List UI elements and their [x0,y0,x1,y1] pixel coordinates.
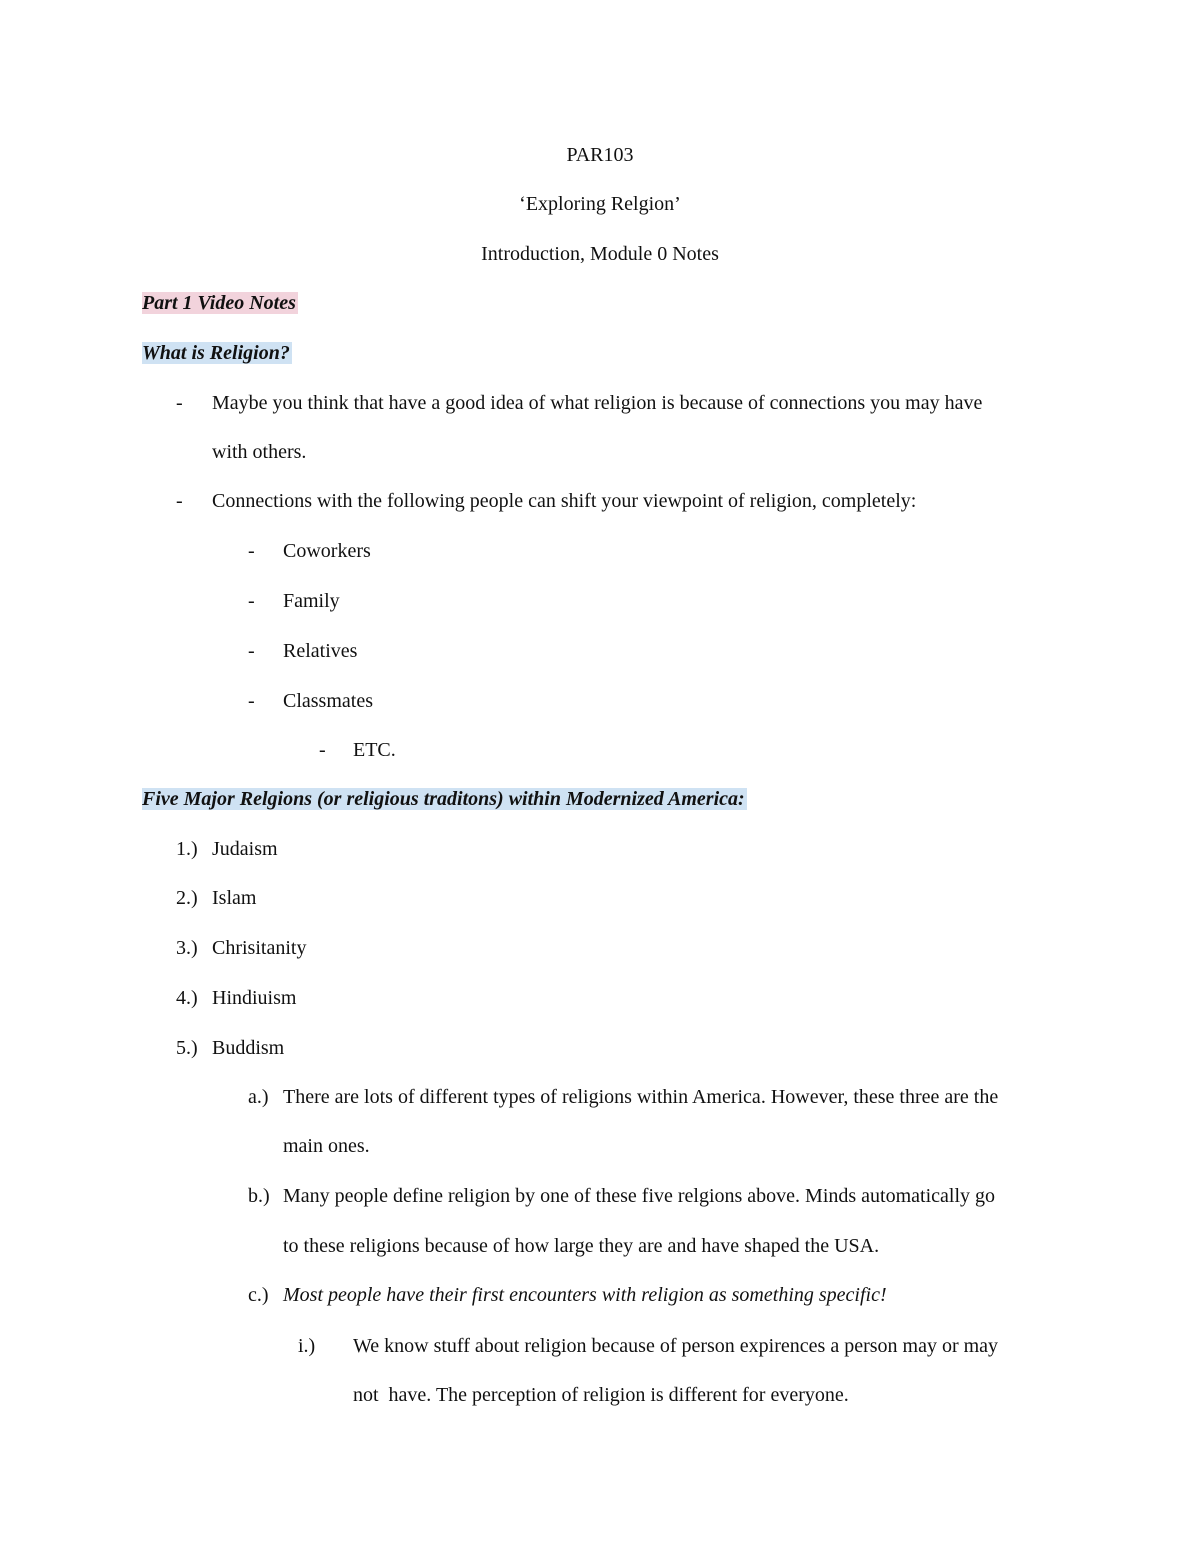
numbered-item-christianity: Chrisitanity [212,937,307,959]
sub-bullet-dash: - [248,690,255,712]
numbered-marker: 3.) [176,937,198,959]
roman-item-i-line2: not have. The perception of religion is different for everyone. [353,1384,849,1406]
bullet1-line2: with others. [212,441,307,463]
sub-sub-bullet-dash: - [319,739,326,761]
sub-item-family: Family [283,590,340,612]
numbered-item-hinduism: Hindiuism [212,987,297,1009]
sub-item-classmates: Classmates [283,690,373,712]
what-is-religion-text: What is Religion? [142,342,290,364]
section-heading-five-religions [142,786,747,812]
numbered-marker: 1.) [176,838,198,860]
lettered-item-b-line1: Many people define religion by one of these five relgions above. Minds automatically go [283,1185,996,1207]
lettered-item-b-line2: to these religions because of how large they are and have shaped the USA. [283,1235,880,1257]
sub-bullet-dash: - [248,590,255,612]
lettered-item-a-line1: There are lots of different types of religions within America. However, these three are the [283,1086,999,1108]
numbered-marker: 2.) [176,887,198,909]
sub-sub-item-etc: ETC. [353,739,396,761]
five-religions-heading-text: Five Major Relgions (or religious traditons) within Modernized America: [142,788,745,810]
course-title: ‘Exploring Relgion’ [519,193,681,215]
numbered-marker: 4.) [176,987,198,1009]
bullet-dash: - [176,392,183,414]
numbered-item-judaism: Judaism [212,838,278,860]
lettered-marker: b.) [248,1185,270,1207]
lettered-item-a-line2: main ones. [283,1135,370,1157]
course-code: PAR103 [566,144,634,166]
lettered-marker: c.) [248,1284,269,1306]
bullet-dash: - [176,490,183,512]
section-heading-part1 [142,290,298,316]
sub-item-coworkers: Coworkers [283,540,371,562]
sub-item-relatives: Relatives [283,640,358,662]
sub-bullet-dash: - [248,640,255,662]
roman-item-i-line1: We know stuff about religion because of person expirences a person may or may [353,1335,999,1357]
sub-bullet-dash: - [248,540,255,562]
bullet1-line1: Maybe you think that have a good idea of what religion is because of connections you may have [212,392,983,414]
numbered-item-buddhism: Buddism [212,1037,285,1059]
document-subtitle: Introduction, Module 0 Notes [481,243,719,265]
part1-heading-text: Part 1 Video Notes [142,292,296,314]
numbered-marker: 5.) [176,1037,198,1059]
numbered-item-islam: Islam [212,887,257,909]
section-subheading-what-is-religion [142,340,292,366]
lettered-marker: a.) [248,1086,269,1108]
lettered-item-c-line1: Most people have their first encounters with religion as something specific! [283,1284,887,1306]
roman-marker: i.) [298,1335,316,1357]
bullet2-text: Connections with the following people can shift your viewpoint of religion, completely: [212,490,917,512]
